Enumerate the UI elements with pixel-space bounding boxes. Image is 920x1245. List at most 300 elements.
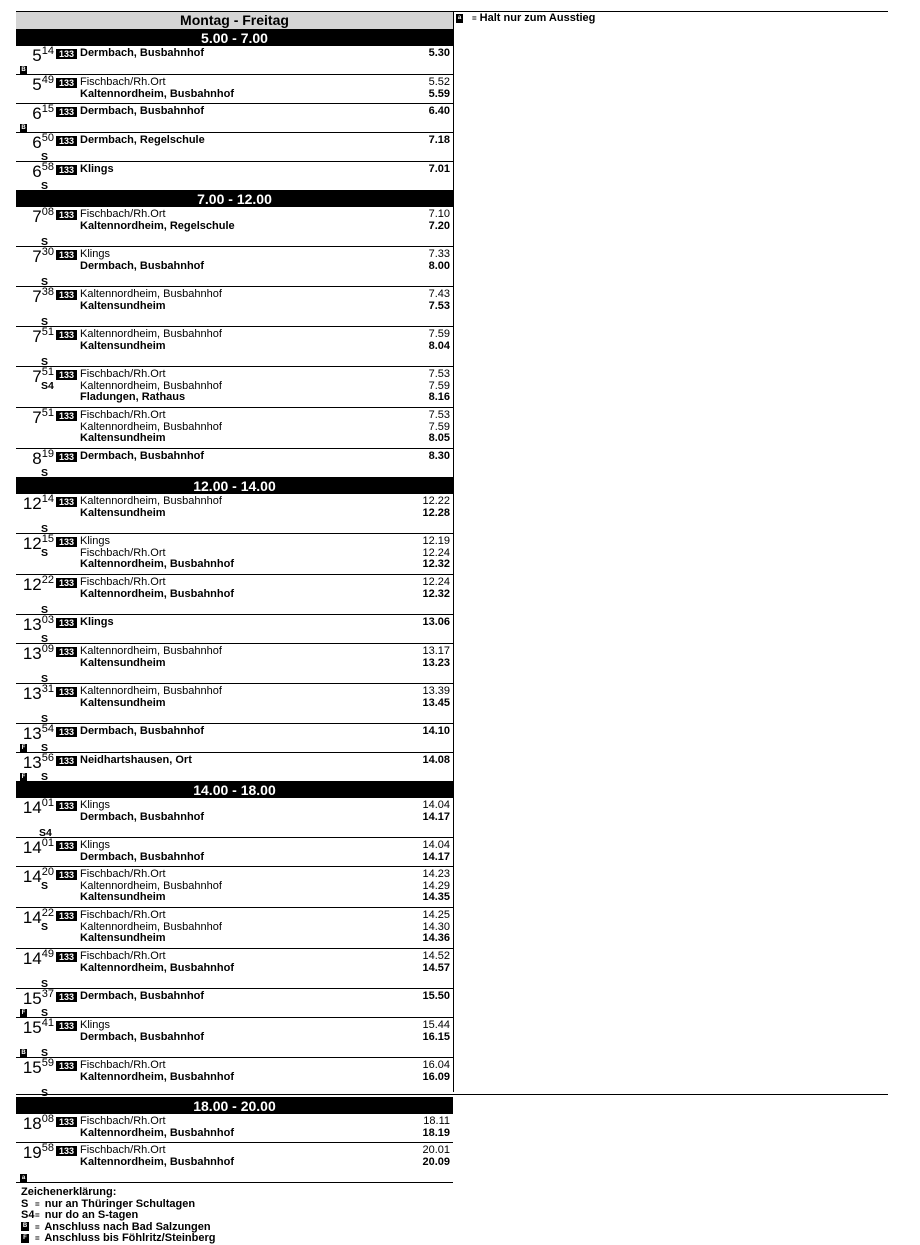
stop-row	[80, 933, 450, 945]
departure-row	[16, 287, 453, 327]
route-badge: 133	[56, 801, 77, 811]
departure-minute: 58	[41, 161, 54, 173]
arrival-time: 15.44	[422, 1019, 450, 1031]
departure-minute: 58	[41, 1142, 54, 1154]
departure-time	[16, 450, 54, 468]
stop-name: Kaltennordheim, Busbahnhof	[80, 645, 222, 657]
legend-items	[21, 1199, 453, 1245]
departure-minute: 01	[41, 797, 54, 809]
legend-text: Anschluss nach Bad Salzungen	[44, 1220, 211, 1233]
arrival-time: 7.53	[428, 299, 450, 312]
arrival-time: 13.06	[422, 616, 450, 628]
stop-name: Kaltennordheim, Busbahnhof	[80, 879, 222, 892]
stop-list	[80, 451, 450, 463]
arrival-time: 7.59	[428, 379, 450, 392]
stop-name: Kaltennordheim, Busbahnhof	[80, 328, 222, 340]
departure-row	[16, 908, 453, 949]
arrival-time: 13.23	[422, 656, 450, 669]
departure-hour: 14	[22, 908, 42, 927]
footnote-label: S4	[39, 827, 52, 839]
departure-time	[16, 1019, 54, 1037]
arrival-time: 14.04	[422, 799, 450, 811]
departure-time	[16, 105, 54, 123]
arrival-time: 16.04	[422, 1059, 450, 1071]
arrival-time: 8.05	[428, 432, 450, 444]
stop-name: Klings	[80, 535, 110, 547]
departure-time	[16, 799, 54, 817]
stop-row	[80, 812, 450, 824]
footnote-label: S	[41, 713, 49, 725]
arrival-time: 16.09	[422, 1070, 450, 1083]
stop-row	[80, 261, 450, 273]
footnote-label: S	[41, 180, 49, 192]
stop-name: Kaltennordheim, Busbahnhof	[80, 420, 222, 433]
stop-name: Dermbach, Busbahnhof	[80, 105, 205, 117]
arrival-time: 5.30	[428, 47, 450, 59]
time-band-header: 14.00 - 18.00	[16, 782, 453, 798]
departure-row	[16, 534, 453, 575]
stop-list	[80, 249, 450, 272]
departure-row	[16, 867, 453, 908]
footnote-box: F	[21, 1010, 26, 1017]
arrival-time: 18.19	[422, 1126, 450, 1139]
footnote-label: S	[41, 1047, 49, 1059]
footnote-label: S	[41, 880, 49, 892]
footnote-box: B	[21, 1050, 26, 1057]
arrival-time: 16.15	[422, 1030, 450, 1043]
stop-list	[80, 617, 450, 629]
arrival-time: 13.17	[422, 645, 450, 657]
route-badge: 133	[56, 1146, 77, 1156]
route-badge: 133	[56, 1117, 77, 1127]
stop-name: Fischbach/Rh.Ort	[80, 208, 166, 220]
departure-minute: 20	[41, 866, 54, 878]
arrival-time: 14.57	[422, 961, 450, 974]
arrival-time: 14.23	[422, 868, 450, 880]
arrival-time: 5.52	[428, 76, 450, 88]
arrival-time: 14.17	[422, 810, 450, 823]
stop-name: Fischbach/Rh.Ort	[80, 909, 166, 921]
stop-list	[80, 369, 450, 404]
stop-name: Kaltensundheim	[80, 891, 166, 903]
footnote-label: S	[41, 604, 49, 616]
stop-name: Fischbach/Rh.Ort	[80, 1059, 166, 1071]
stop-name: Kaltensundheim	[80, 299, 166, 312]
footnote-marks	[20, 1088, 60, 1099]
legend-eq: =	[35, 1211, 40, 1220]
legend-title: Zeichenerklärung:	[21, 1186, 117, 1198]
route-badge: 133	[56, 210, 77, 220]
stop-name: Klings	[80, 616, 114, 628]
stop-row	[80, 301, 450, 313]
departure-time	[16, 990, 54, 1008]
legend-eq: =	[35, 1222, 40, 1232]
stop-name: Kaltensundheim	[80, 932, 166, 944]
legend-symbol: B	[22, 1223, 28, 1230]
footnote-label: S	[41, 236, 49, 248]
departure-row	[16, 753, 453, 782]
stop-row	[80, 451, 450, 463]
departure-row	[16, 575, 453, 615]
stop-name: Fladungen, Rathaus	[80, 391, 186, 403]
stop-list	[80, 800, 450, 823]
arrival-time: 7.53	[428, 409, 450, 421]
arrival-time: 13.39	[422, 685, 450, 697]
departure-minute: 49	[41, 74, 54, 86]
stop-list	[80, 536, 450, 571]
departure-time	[16, 163, 54, 181]
departure-hour: 12	[22, 494, 42, 513]
departure-time	[16, 685, 54, 703]
stop-list	[80, 289, 450, 312]
departure-time	[16, 645, 54, 663]
route-badge: 133	[56, 290, 77, 300]
departure-minute: 15	[41, 103, 54, 115]
departure-minute: 22	[41, 907, 54, 919]
departure-minute: 19	[41, 448, 54, 460]
stop-name: Dermbach, Busbahnhof	[80, 990, 205, 1002]
departure-minute: 03	[41, 614, 54, 626]
arrival-time: 12.28	[422, 506, 450, 519]
stop-row	[80, 963, 450, 975]
departure-row	[16, 1058, 453, 1098]
stop-list	[80, 755, 450, 767]
departure-row	[16, 75, 453, 104]
departure-hour: 7	[32, 327, 42, 346]
footnote-label: S	[41, 1007, 49, 1019]
arrival-time: 14.35	[422, 891, 450, 903]
arrival-time: 7.18	[428, 134, 450, 146]
departure-minute: 51	[41, 326, 54, 338]
stop-row	[80, 698, 450, 710]
arrival-time: 7.01	[428, 163, 450, 175]
departure-minute: 31	[41, 683, 54, 695]
arrival-time: 8.04	[428, 339, 450, 352]
stop-name: Fischbach/Rh.Ort	[80, 1115, 166, 1127]
stop-name: Fischbach/Rh.Ort	[80, 1144, 166, 1156]
arrival-time: 18.11	[423, 1115, 450, 1127]
departure-row	[16, 684, 453, 724]
stop-list	[80, 410, 450, 445]
footnote-box: F	[21, 774, 26, 781]
stop-row	[80, 433, 450, 445]
arrival-time: 7.20	[428, 219, 450, 232]
stop-name: Dermbach, Busbahnhof	[80, 259, 205, 272]
departure-time	[16, 950, 54, 968]
route-badge: 133	[56, 78, 77, 88]
stop-row	[80, 89, 450, 101]
footnote-label: S	[41, 151, 49, 163]
stop-name: Dermbach, Busbahnhof	[80, 810, 205, 823]
departure-time	[16, 248, 54, 266]
stop-list	[80, 209, 450, 232]
departure-time	[16, 495, 54, 513]
departure-row	[16, 1018, 453, 1058]
stop-name: Kaltensundheim	[80, 432, 166, 444]
departure-row	[16, 798, 453, 838]
stop-row	[80, 658, 450, 670]
arrival-time: 7.59	[428, 328, 450, 340]
departure-hour: 13	[22, 753, 42, 772]
footnote-marks	[20, 1173, 60, 1184]
side-note-text: Halt nur zum Ausstieg	[479, 12, 596, 24]
departure-row	[16, 989, 453, 1018]
stop-list	[80, 77, 450, 100]
footnote-box: a	[21, 1175, 26, 1182]
departure-minute: 30	[41, 246, 54, 258]
stop-name: Dermbach, Busbahnhof	[80, 1030, 205, 1043]
stop-name: Fischbach/Rh.Ort	[80, 368, 166, 380]
time-bands	[16, 30, 453, 1183]
departure-row	[16, 408, 453, 449]
departure-time	[16, 288, 54, 306]
side-note	[456, 12, 595, 25]
stop-row	[80, 1032, 450, 1044]
departure-row	[16, 1114, 453, 1143]
arrival-time: 14.29	[422, 879, 450, 892]
arrival-time: 8.00	[428, 259, 450, 272]
departure-time	[16, 409, 54, 427]
footnote-marks	[20, 181, 60, 192]
stop-name: Kaltennordheim, Busbahnhof	[80, 1126, 234, 1139]
stop-name: Klings	[80, 839, 110, 851]
arrival-time: 12.32	[422, 558, 450, 570]
stop-list	[80, 329, 450, 352]
departure-minute: 51	[41, 366, 54, 378]
departure-row	[16, 367, 453, 408]
legend-item	[21, 1233, 453, 1245]
arrival-time: 7.33	[428, 248, 450, 260]
departure-minute: 14	[41, 493, 54, 505]
stop-list	[80, 164, 450, 176]
departure-row	[16, 162, 453, 191]
route-badge: 133	[56, 992, 77, 1002]
departure-time	[16, 134, 54, 152]
route-badge: 133	[56, 870, 77, 880]
route-badge: 133	[56, 618, 77, 628]
footnote-label: S	[41, 467, 49, 479]
arrival-time: 12.24	[422, 546, 450, 559]
departure-time	[16, 328, 54, 346]
stop-name: Kaltennordheim, Regelschule	[80, 219, 235, 232]
departure-hour: 15	[22, 1018, 42, 1037]
footnote-label: S	[41, 633, 49, 645]
stop-list	[80, 135, 450, 147]
arrival-time: 7.10	[428, 208, 450, 220]
departure-hour: 19	[22, 1143, 42, 1162]
arrival-time: 12.19	[422, 535, 450, 547]
stop-name: Fischbach/Rh.Ort	[80, 950, 166, 962]
departure-hour: 13	[22, 684, 42, 703]
departure-time	[16, 47, 54, 65]
arrival-time: 12.32	[422, 587, 450, 600]
arrival-time: 14.10	[422, 725, 450, 737]
stop-name: Kaltensundheim	[80, 656, 166, 669]
footnote-label: S4	[41, 380, 54, 392]
stop-row	[80, 1157, 450, 1169]
time-band-header: 7.00 - 12.00	[16, 191, 453, 207]
stop-name: Fischbach/Rh.Ort	[80, 76, 166, 88]
stop-list	[80, 869, 450, 904]
departure-row	[16, 949, 453, 989]
arrival-time: 8.30	[428, 450, 450, 462]
arrival-time: 14.08	[422, 754, 450, 766]
departure-hour: 5	[32, 46, 42, 65]
departure-minute: 38	[41, 286, 54, 298]
departure-hour: 13	[22, 644, 42, 663]
stop-list	[80, 646, 450, 669]
stop-name: Kaltennordheim, Busbahnhof	[80, 685, 222, 697]
legend-symbol: S	[21, 1197, 29, 1210]
departure-minute: 22	[41, 574, 54, 586]
arrival-time: 14.36	[422, 932, 450, 944]
departure-minute: 09	[41, 643, 54, 655]
route-badge: 133	[56, 370, 77, 380]
route-badge: 133	[56, 330, 77, 340]
departure-time	[16, 725, 54, 743]
route-badge: 133	[56, 647, 77, 657]
departure-hour: 5	[32, 75, 42, 94]
departure-row	[16, 133, 453, 162]
stop-name: Kaltennordheim, Busbahnhof	[80, 920, 222, 933]
departure-hour: 14	[22, 798, 42, 817]
departure-row	[16, 247, 453, 287]
departure-row	[16, 1143, 453, 1183]
stop-row	[80, 508, 450, 520]
time-band-header: 12.00 - 14.00	[16, 478, 453, 494]
stop-list	[80, 496, 450, 519]
arrival-time: 20.01	[422, 1144, 450, 1156]
stop-row	[80, 164, 450, 176]
stop-row	[80, 559, 450, 571]
stop-row	[80, 852, 450, 864]
route-badge: 133	[56, 537, 77, 547]
departure-minute: 08	[41, 206, 54, 218]
departure-minute: 56	[41, 752, 54, 764]
departure-hour: 7	[32, 287, 42, 306]
stop-name: Kaltennordheim, Busbahnhof	[80, 288, 222, 300]
departure-minute: 54	[41, 723, 54, 735]
route-badge: 133	[56, 756, 77, 766]
stop-name: Kaltennordheim, Busbahnhof	[80, 1155, 234, 1168]
column-divider	[453, 11, 454, 1092]
departure-hour: 6	[32, 104, 42, 123]
stop-list	[80, 48, 450, 60]
footnote-marks	[20, 548, 60, 559]
route-badge: 133	[56, 136, 77, 146]
route-badge: 133	[56, 911, 77, 921]
departure-hour: 12	[22, 575, 42, 594]
stop-row	[80, 341, 450, 353]
route-badge: 133	[56, 497, 77, 507]
departure-row	[16, 207, 453, 247]
departure-minute: 15	[41, 533, 54, 545]
arrival-time: 14.52	[422, 950, 450, 962]
stop-list	[80, 686, 450, 709]
stop-name: Dermbach, Busbahnhof	[80, 850, 205, 863]
arrival-time: 7.53	[428, 368, 450, 380]
arrival-time: 6.40	[428, 105, 450, 117]
departure-row	[16, 724, 453, 753]
timetable	[16, 11, 888, 1244]
departure-row	[16, 644, 453, 684]
departure-time	[16, 616, 54, 634]
stop-name: Kaltennordheim, Busbahnhof	[80, 587, 234, 600]
departures-column	[16, 12, 453, 1245]
footnote-label: S	[41, 978, 49, 990]
stop-row	[80, 617, 450, 629]
stop-list	[80, 1020, 450, 1043]
stop-row	[80, 991, 450, 1003]
stop-row	[80, 1072, 450, 1084]
departure-hour: 12	[22, 534, 42, 553]
arrival-time: 14.25	[422, 909, 450, 921]
arrival-time: 12.22	[422, 495, 450, 507]
departure-hour: 7	[32, 247, 42, 266]
arrival-time: 7.43	[428, 288, 450, 300]
stop-list	[80, 577, 450, 600]
stop-name: Dermbach, Busbahnhof	[80, 450, 205, 462]
time-band-header: 18.00 - 20.00	[16, 1098, 453, 1114]
arrival-time: 14.30	[422, 920, 450, 933]
departure-hour: 6	[32, 162, 42, 181]
page-title: Montag - Freitag	[16, 12, 453, 30]
footnote-marks	[20, 922, 60, 933]
stop-row	[80, 135, 450, 147]
stop-name: Fischbach/Rh.Ort	[80, 868, 166, 880]
footnote-marks	[20, 772, 60, 783]
stop-name: Kaltennordheim, Busbahnhof	[80, 961, 234, 974]
footnote-box: B	[21, 125, 26, 132]
departure-row	[16, 494, 453, 534]
departure-hour: 7	[32, 367, 42, 386]
stop-row	[80, 726, 450, 738]
departure-minute: 01	[41, 837, 54, 849]
legend-text: Anschluss bis Föhlritz/Steinberg	[44, 1232, 216, 1244]
departure-time	[16, 208, 54, 226]
departure-hour: 13	[22, 615, 42, 634]
departure-minute: 41	[41, 1017, 54, 1029]
stop-list	[80, 1060, 450, 1083]
stop-name: Klings	[80, 163, 114, 175]
route-badge: 133	[56, 1061, 77, 1071]
stop-name: Klings	[80, 799, 110, 811]
footnote-marks	[20, 381, 60, 392]
departure-hour: 18	[22, 1114, 42, 1133]
stop-name: Dermbach, Busbahnhof	[80, 725, 205, 737]
time-band-header: 5.00 - 7.00	[16, 30, 453, 46]
stop-list	[80, 106, 450, 118]
stop-row	[80, 392, 450, 404]
stop-name: Kaltensundheim	[80, 339, 166, 352]
legend-text: nur do an S-tagen	[44, 1209, 139, 1221]
route-badge: 133	[56, 250, 77, 260]
departure-minute: 50	[41, 132, 54, 144]
stop-name: Fischbach/Rh.Ort	[80, 409, 166, 421]
route-badge: 133	[56, 578, 77, 588]
stop-list	[80, 910, 450, 945]
departure-row	[16, 615, 453, 644]
departure-row	[16, 449, 453, 478]
footnote-label: S	[41, 673, 49, 685]
footnote-label: S	[41, 771, 49, 783]
arrival-time: 14.17	[422, 850, 450, 863]
footnote-marks	[20, 881, 60, 892]
departure-minute: 08	[41, 1113, 54, 1125]
arrival-time: 13.45	[422, 696, 450, 709]
departure-hour: 14	[22, 838, 42, 857]
route-badge: 133	[56, 165, 77, 175]
